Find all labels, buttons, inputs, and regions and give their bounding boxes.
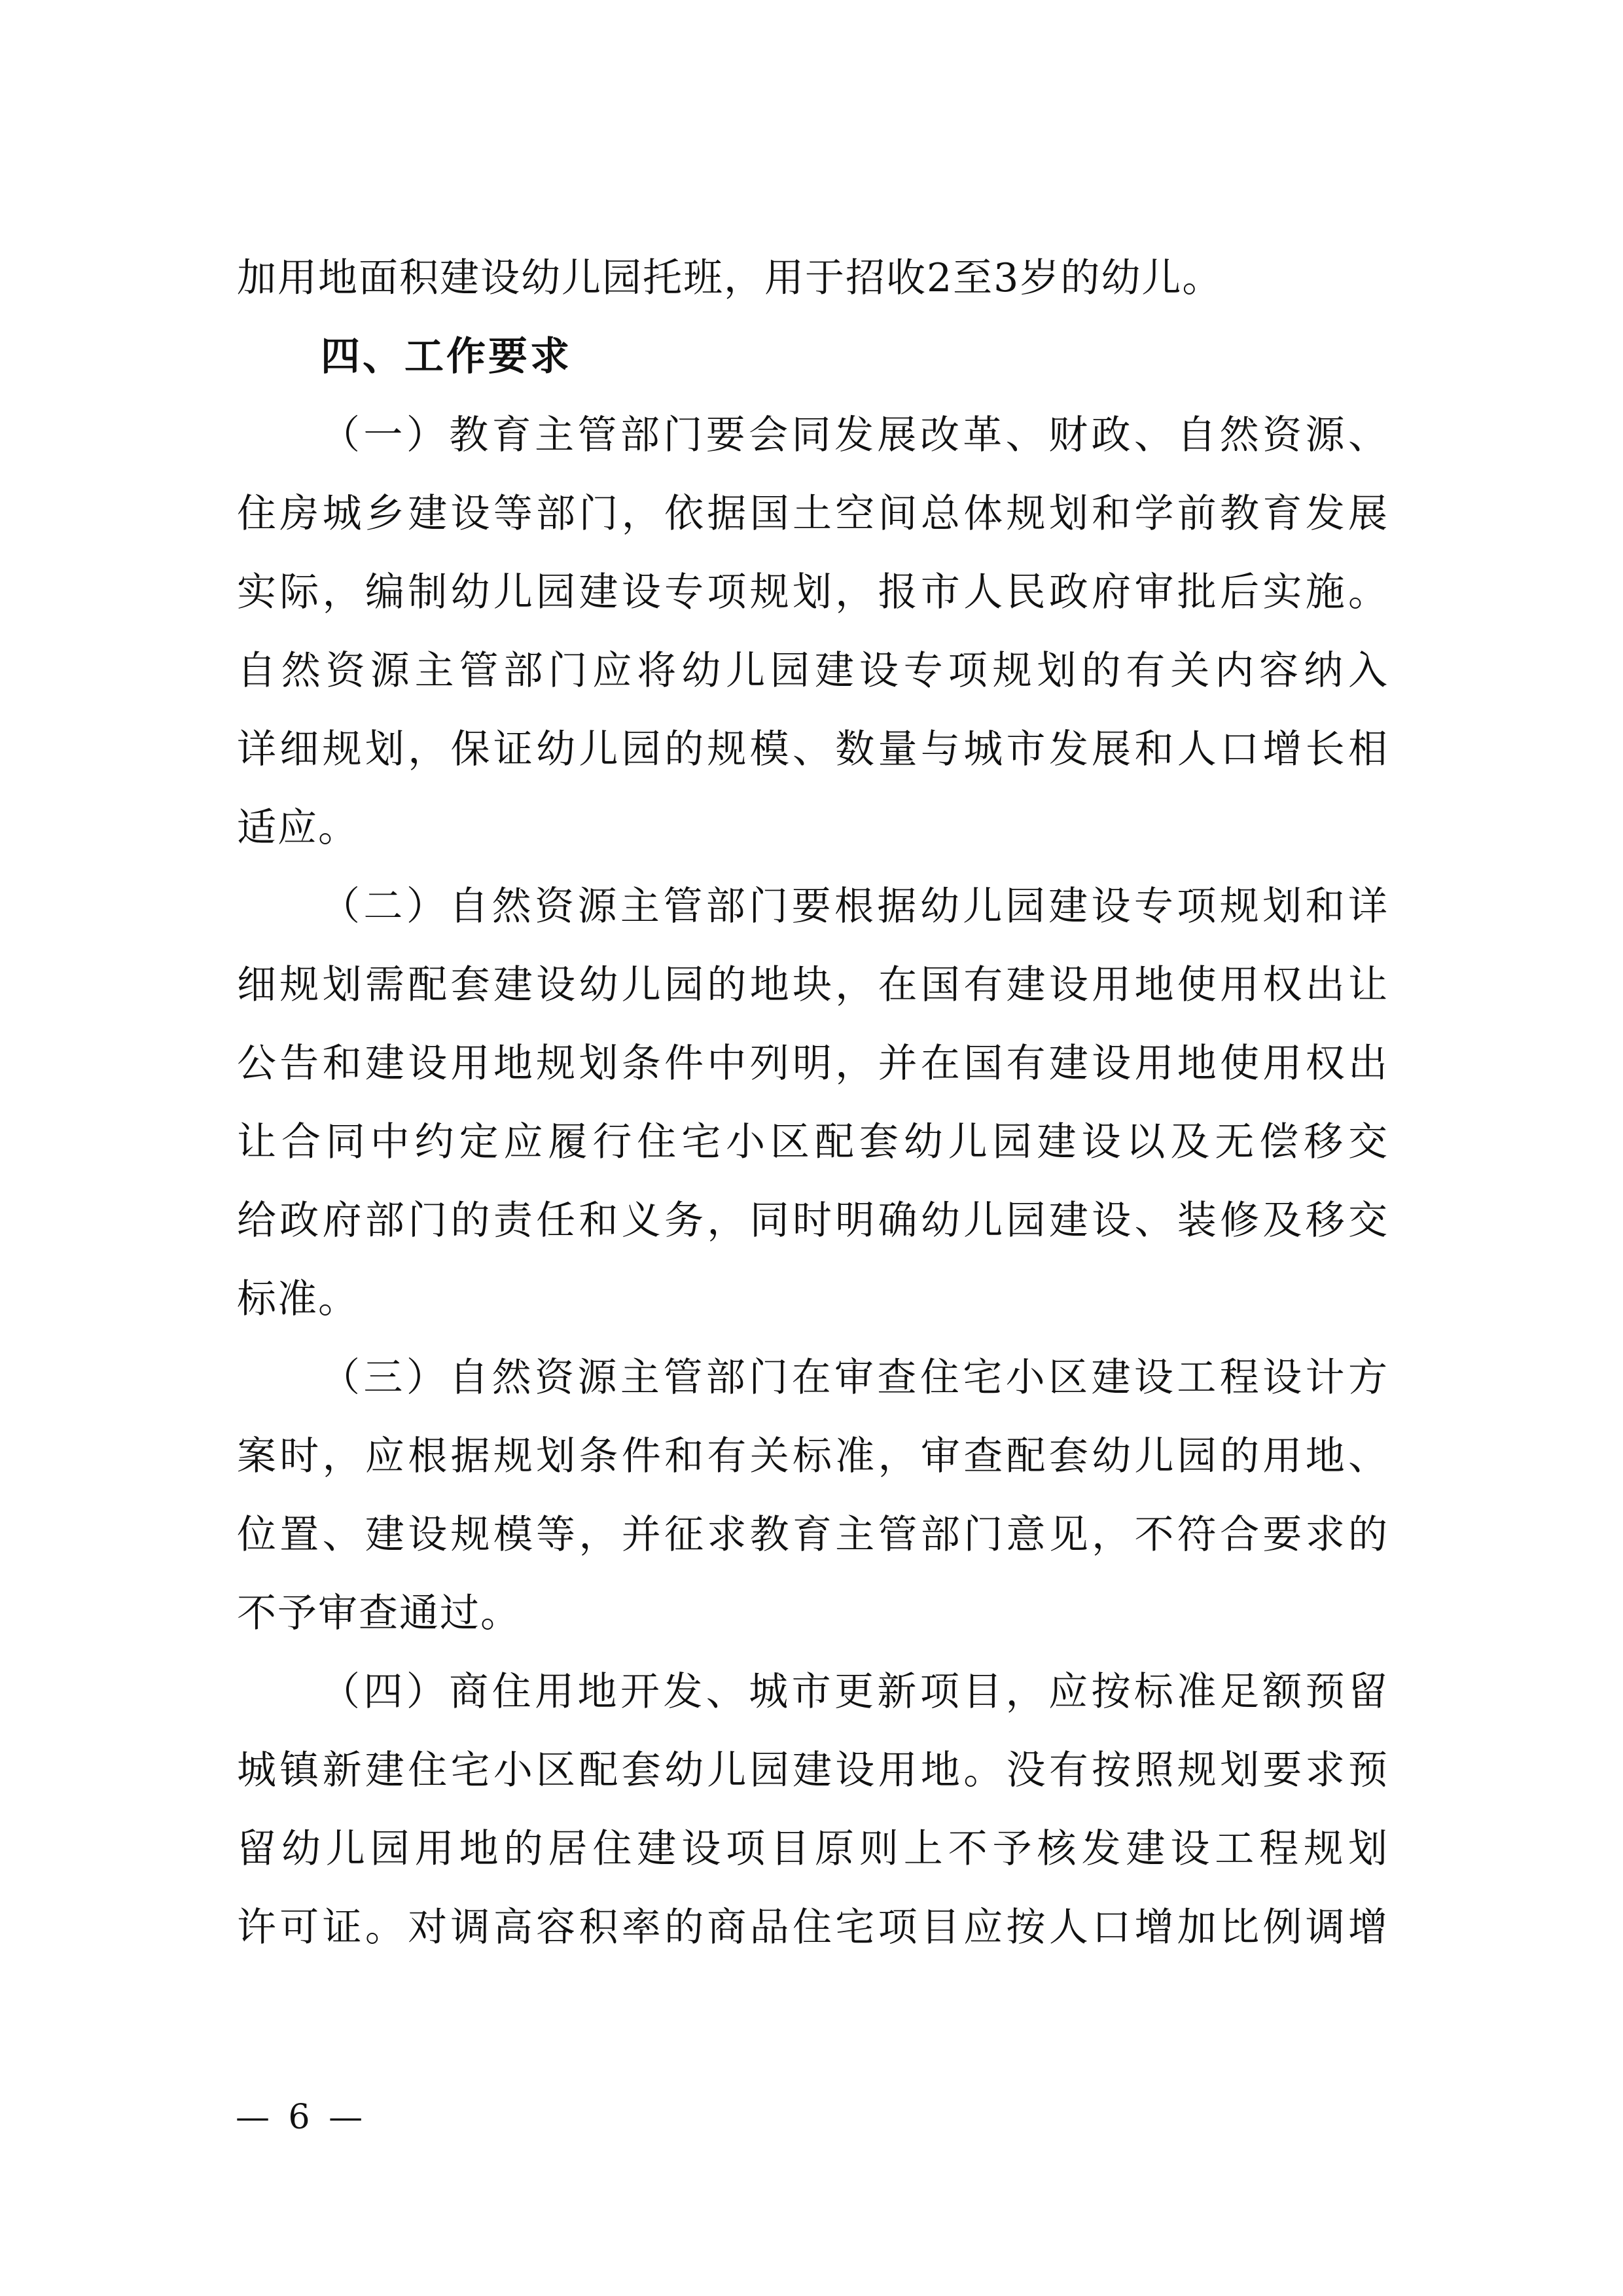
body-line-9: 细规划需配套建设幼儿园的地块，在国有建设用地使用权出让 [237, 962, 1389, 1008]
body-line-20: 留幼儿园用地的居住建设项目原则上不予核发建设工程规划 [237, 1826, 1389, 1872]
body-line-4: 实际，编制幼儿园建设专项规划，报市人民政府审批后实施。 [237, 569, 1389, 615]
page-number: — 6 — [236, 2098, 367, 2137]
body-line-18: （四）商住用地开发、城市更新项目，应按标准足额预留 [321, 1669, 1389, 1715]
body-line-14: （三）自然资源主管部门在审查住宅小区建设工程设计方 [321, 1355, 1389, 1401]
body-line-2: （一）教育主管部门要会同发展改革、财政、自然资源、 [321, 412, 1389, 458]
body-line-8: （二）自然资源主管部门要根据幼儿园建设专项规划和详 [321, 884, 1389, 929]
body-line-3: 住房城乡建设等部门，依据国土空间总体规划和学前教育发展 [237, 491, 1389, 537]
body-line-1: 加用地面积建设幼儿园托班，用于招收2至3岁的幼儿。 [237, 255, 1223, 301]
body-line-11: 让合同中约定应履行住宅小区配套幼儿园建设以及无偿移交 [237, 1119, 1389, 1165]
body-line-6: 详细规划，保证幼儿园的规模、数量与城市发展和人口增长相 [237, 726, 1389, 772]
body-line-15: 案时，应根据规划条件和有关标准，审查配套幼儿园的用地、 [237, 1433, 1389, 1479]
section-heading: 四、工作要求 [321, 334, 572, 380]
body-line-16: 位置、建设规模等，并征求教育主管部门意见，不符合要求的 [237, 1512, 1389, 1558]
body-line-17: 不予审查通过。 [237, 1590, 521, 1636]
body-line-12: 给政府部门的责任和义务，同时明确幼儿园建设、装修及移交 [237, 1198, 1389, 1244]
body-line-7: 适应。 [237, 805, 359, 851]
body-line-13: 标准。 [237, 1276, 359, 1322]
body-line-21: 许可证。对调高容积率的商品住宅项目应按人口增加比例调增 [237, 1905, 1389, 1950]
body-line-19: 城镇新建住宅小区配套幼儿园建设用地。没有按照规划要求预 [237, 1748, 1389, 1793]
body-line-5: 自然资源主管部门应将幼儿园建设专项规划的有关内容纳入 [237, 648, 1389, 694]
body-line-10: 公告和建设用地规划条件中列明，并在国有建设用地使用权出 [237, 1041, 1389, 1086]
